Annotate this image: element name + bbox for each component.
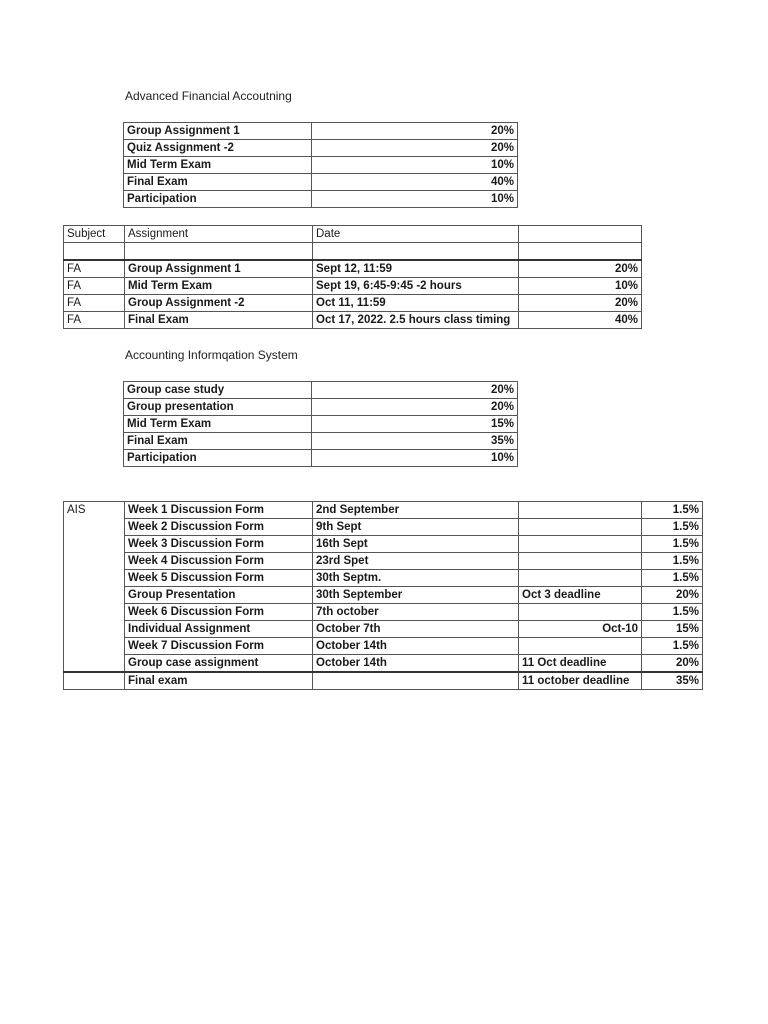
table-row <box>64 587 703 604</box>
date-cell: 30th Septm. <box>313 570 519 587</box>
assignment-cell: Week 3 Discussion Form <box>125 536 313 553</box>
subject-cell: FA <box>64 312 125 329</box>
weight-cell: 20% <box>312 399 518 416</box>
item-cell: Group presentation <box>124 399 312 416</box>
weight-cell: 10% <box>312 191 518 208</box>
item-cell: Quiz Assignment -2 <box>124 140 312 157</box>
weight-cell: 20% <box>642 587 703 604</box>
note-cell <box>519 604 642 621</box>
table-row <box>124 399 518 416</box>
assignment-cell: Week 6 Discussion Form <box>125 604 313 621</box>
date-cell: 23rd Spet <box>313 553 519 570</box>
date-cell: 9th Sept <box>313 519 519 536</box>
weight-cell: 15% <box>642 621 703 638</box>
header-row <box>64 226 642 243</box>
date-cell: Oct 11, 11:59 <box>313 295 519 312</box>
table-row <box>124 123 518 140</box>
fa-schedule-table <box>63 225 642 329</box>
subject-cell: FA <box>64 260 125 278</box>
ais-schedule-table <box>63 501 703 690</box>
weight-header <box>519 226 642 243</box>
note-cell: Oct 3 deadline <box>519 587 642 604</box>
weight-cell: 10% <box>312 450 518 467</box>
item-cell: Participation <box>124 191 312 208</box>
assignment-cell: Group case assignment <box>125 655 313 673</box>
date-cell: October 14th <box>313 638 519 655</box>
assignment-cell: Week 5 Discussion Form <box>125 570 313 587</box>
empty-cell <box>64 243 125 261</box>
weight-cell: 10% <box>312 157 518 174</box>
subject-cell: FA <box>64 295 125 312</box>
date-cell: 7th october <box>313 604 519 621</box>
table-row <box>64 519 703 536</box>
date-cell: 30th September <box>313 587 519 604</box>
table-row <box>124 157 518 174</box>
empty-cell <box>125 243 313 261</box>
weight-cell: 40% <box>312 174 518 191</box>
table-row <box>124 382 518 399</box>
note-cell: Oct-10 <box>519 621 642 638</box>
assignment-cell: Group Assignment -2 <box>125 295 313 312</box>
ais-title: Accounting Informqation System <box>125 348 298 362</box>
note-cell <box>519 519 642 536</box>
table-row <box>64 672 703 690</box>
item-cell: Mid Term Exam <box>124 157 312 174</box>
table-row <box>64 553 703 570</box>
afa-title: Advanced Financial Accoutning <box>125 89 292 103</box>
empty-cell <box>519 243 642 261</box>
note-cell <box>519 553 642 570</box>
weight-cell: 20% <box>642 655 703 673</box>
table-row <box>64 312 642 329</box>
table-row <box>124 140 518 157</box>
weight-cell: 20% <box>519 260 642 278</box>
table-row <box>64 604 703 621</box>
assignment-cell: Week 4 Discussion Form <box>125 553 313 570</box>
item-cell: Group case study <box>124 382 312 399</box>
assignment-cell: Individual Assignment <box>125 621 313 638</box>
table-row <box>124 174 518 191</box>
weight-cell: 1.5% <box>642 553 703 570</box>
weight-cell: 1.5% <box>642 536 703 553</box>
date-cell: Sept 19, 6:45-9:45 -2 hours <box>313 278 519 295</box>
weight-cell: 35% <box>312 433 518 450</box>
date-cell: 2nd September <box>313 502 519 519</box>
subject-header: Subject <box>64 226 125 243</box>
item-cell: Final Exam <box>124 174 312 191</box>
assignment-cell: Final exam <box>125 672 313 690</box>
note-cell <box>519 638 642 655</box>
weight-cell: 10% <box>519 278 642 295</box>
table-row <box>124 416 518 433</box>
table-row <box>64 295 642 312</box>
table-row <box>64 621 703 638</box>
table-row <box>124 191 518 208</box>
table-row <box>64 536 703 553</box>
subject-cell: AIS <box>64 502 125 673</box>
note-cell: 11 october deadline <box>519 672 642 690</box>
assignment-cell: Week 7 Discussion Form <box>125 638 313 655</box>
weight-cell: 40% <box>519 312 642 329</box>
item-cell: Participation <box>124 450 312 467</box>
afa-weights-table <box>123 122 518 208</box>
weight-cell: 1.5% <box>642 570 703 587</box>
note-cell <box>519 536 642 553</box>
table-row <box>64 655 703 673</box>
assignment-cell: Group Assignment 1 <box>125 260 313 278</box>
assignment-cell: Week 1 Discussion Form <box>125 502 313 519</box>
assignment-cell: Final Exam <box>125 312 313 329</box>
date-cell: 16th Sept <box>313 536 519 553</box>
date-cell: Sept 12, 11:59 <box>313 260 519 278</box>
weight-cell: 15% <box>312 416 518 433</box>
weight-cell: 20% <box>519 295 642 312</box>
blank-row <box>64 243 642 261</box>
empty-cell <box>313 243 519 261</box>
item-cell: Group Assignment 1 <box>124 123 312 140</box>
weight-cell: 1.5% <box>642 519 703 536</box>
table-row <box>64 502 703 519</box>
date-header: Date <box>313 226 519 243</box>
empty-cell <box>64 672 125 690</box>
assignment-header: Assignment <box>125 226 313 243</box>
date-cell <box>313 672 519 690</box>
weight-cell: 20% <box>312 123 518 140</box>
item-cell: Mid Term Exam <box>124 416 312 433</box>
table-row <box>64 638 703 655</box>
date-cell: October 7th <box>313 621 519 638</box>
date-cell: October 14th <box>313 655 519 673</box>
note-cell <box>519 502 642 519</box>
weight-cell: 1.5% <box>642 502 703 519</box>
assignment-cell: Mid Term Exam <box>125 278 313 295</box>
weight-cell: 1.5% <box>642 604 703 621</box>
table-row <box>124 450 518 467</box>
table-row <box>64 278 642 295</box>
weight-cell: 1.5% <box>642 638 703 655</box>
date-cell: Oct 17, 2022. 2.5 hours class timing <box>313 312 519 329</box>
assignment-cell: Group Presentation <box>125 587 313 604</box>
weight-cell: 20% <box>312 140 518 157</box>
weight-cell: 20% <box>312 382 518 399</box>
weight-cell: 35% <box>642 672 703 690</box>
subject-cell: FA <box>64 278 125 295</box>
ais-weights-table <box>123 381 518 467</box>
item-cell: Final Exam <box>124 433 312 450</box>
note-cell: 11 Oct deadline <box>519 655 642 673</box>
table-row <box>64 570 703 587</box>
note-cell <box>519 570 642 587</box>
table-row <box>64 260 642 278</box>
table-row <box>124 433 518 450</box>
assignment-cell: Week 2 Discussion Form <box>125 519 313 536</box>
